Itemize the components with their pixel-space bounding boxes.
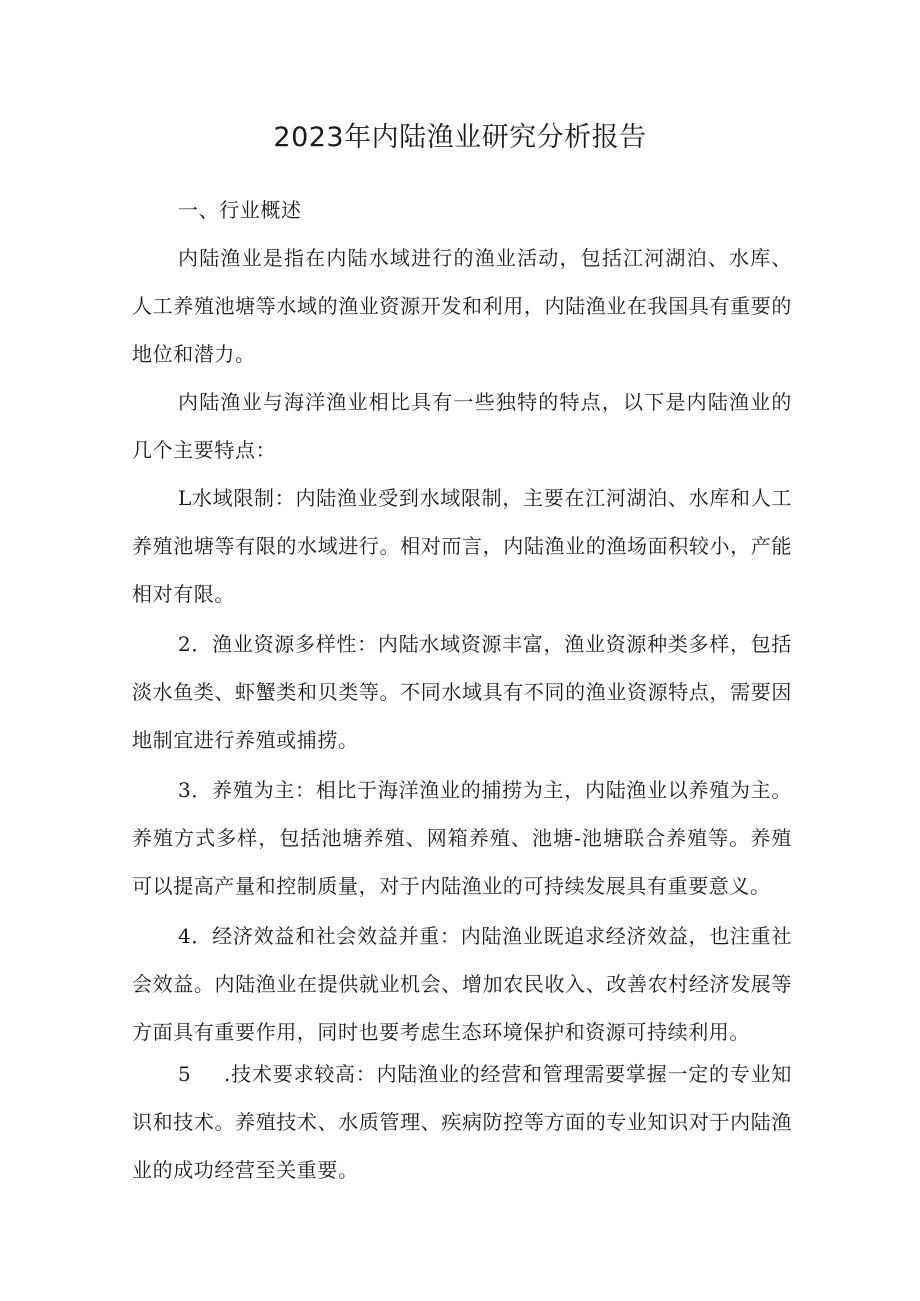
feature-item-4: 4．经济效益和社会效益并重：内陆渔业既追求经济效益，也注重社会效益。内陆渔业在提供就业机会、增加农民收入、改善农村经济发展等方面具有重要作用，同时也要考虑生态环境保护和资源可持续利用。 (132, 924, 792, 1044)
paragraph-definition: 内陆渔业是指在内陆水域进行的渔业活动，包括江河湖泊、水库、人工养殖池塘等水域的渔业资源开发和利用，内陆渔业在我国具有重要的地位和潜力。 (132, 246, 792, 366)
document-title: 2023年内陆渔业研究分析报告 (273, 122, 647, 153)
feature-item-1: L水域限制：内陆渔业受到水域限制，主要在江河湖泊、水库和人工养殖池塘等有限的水域进行。相对而言，内陆渔业的渔场面积较小，产能相对有限。 (132, 486, 792, 606)
paragraph-features-intro: 内陆渔业与海洋渔业相比具有一些独特的特点，以下是内陆渔业的几个主要特点： (132, 390, 792, 462)
section-heading: 一、行业概述 (178, 198, 302, 222)
feature-item-5-text: .技术要求较高：内陆渔业的经营和管理需要掌握一定的专业知识和技术。养殖技术、水质管理、疾病防控等方面的专业知识对于内陆渔业的成功经营至关重要。 (132, 1062, 792, 1182)
feature-item-3: 3．养殖为主：相比于海洋渔业的捕捞为主，内陆渔业以养殖为主。养殖方式多样，包括池塘养殖、网箱养殖、池塘-池塘联合养殖等。养殖可以提高产量和控制质量，对于内陆渔业的可持续发展具有重要意义。 (132, 778, 792, 898)
feature-item-2: 2．渔业资源多样性：内陆水域资源丰富，渔业资源种类多样，包括淡水鱼类、虾蟹类和贝类等。不同水域具有不同的渔业资源特点，需要因地制宜进行养殖或捕捞。 (132, 632, 792, 752)
feature-item-5-number: 5 (178, 1062, 192, 1086)
feature-item-5 (132, 1050, 792, 1194)
